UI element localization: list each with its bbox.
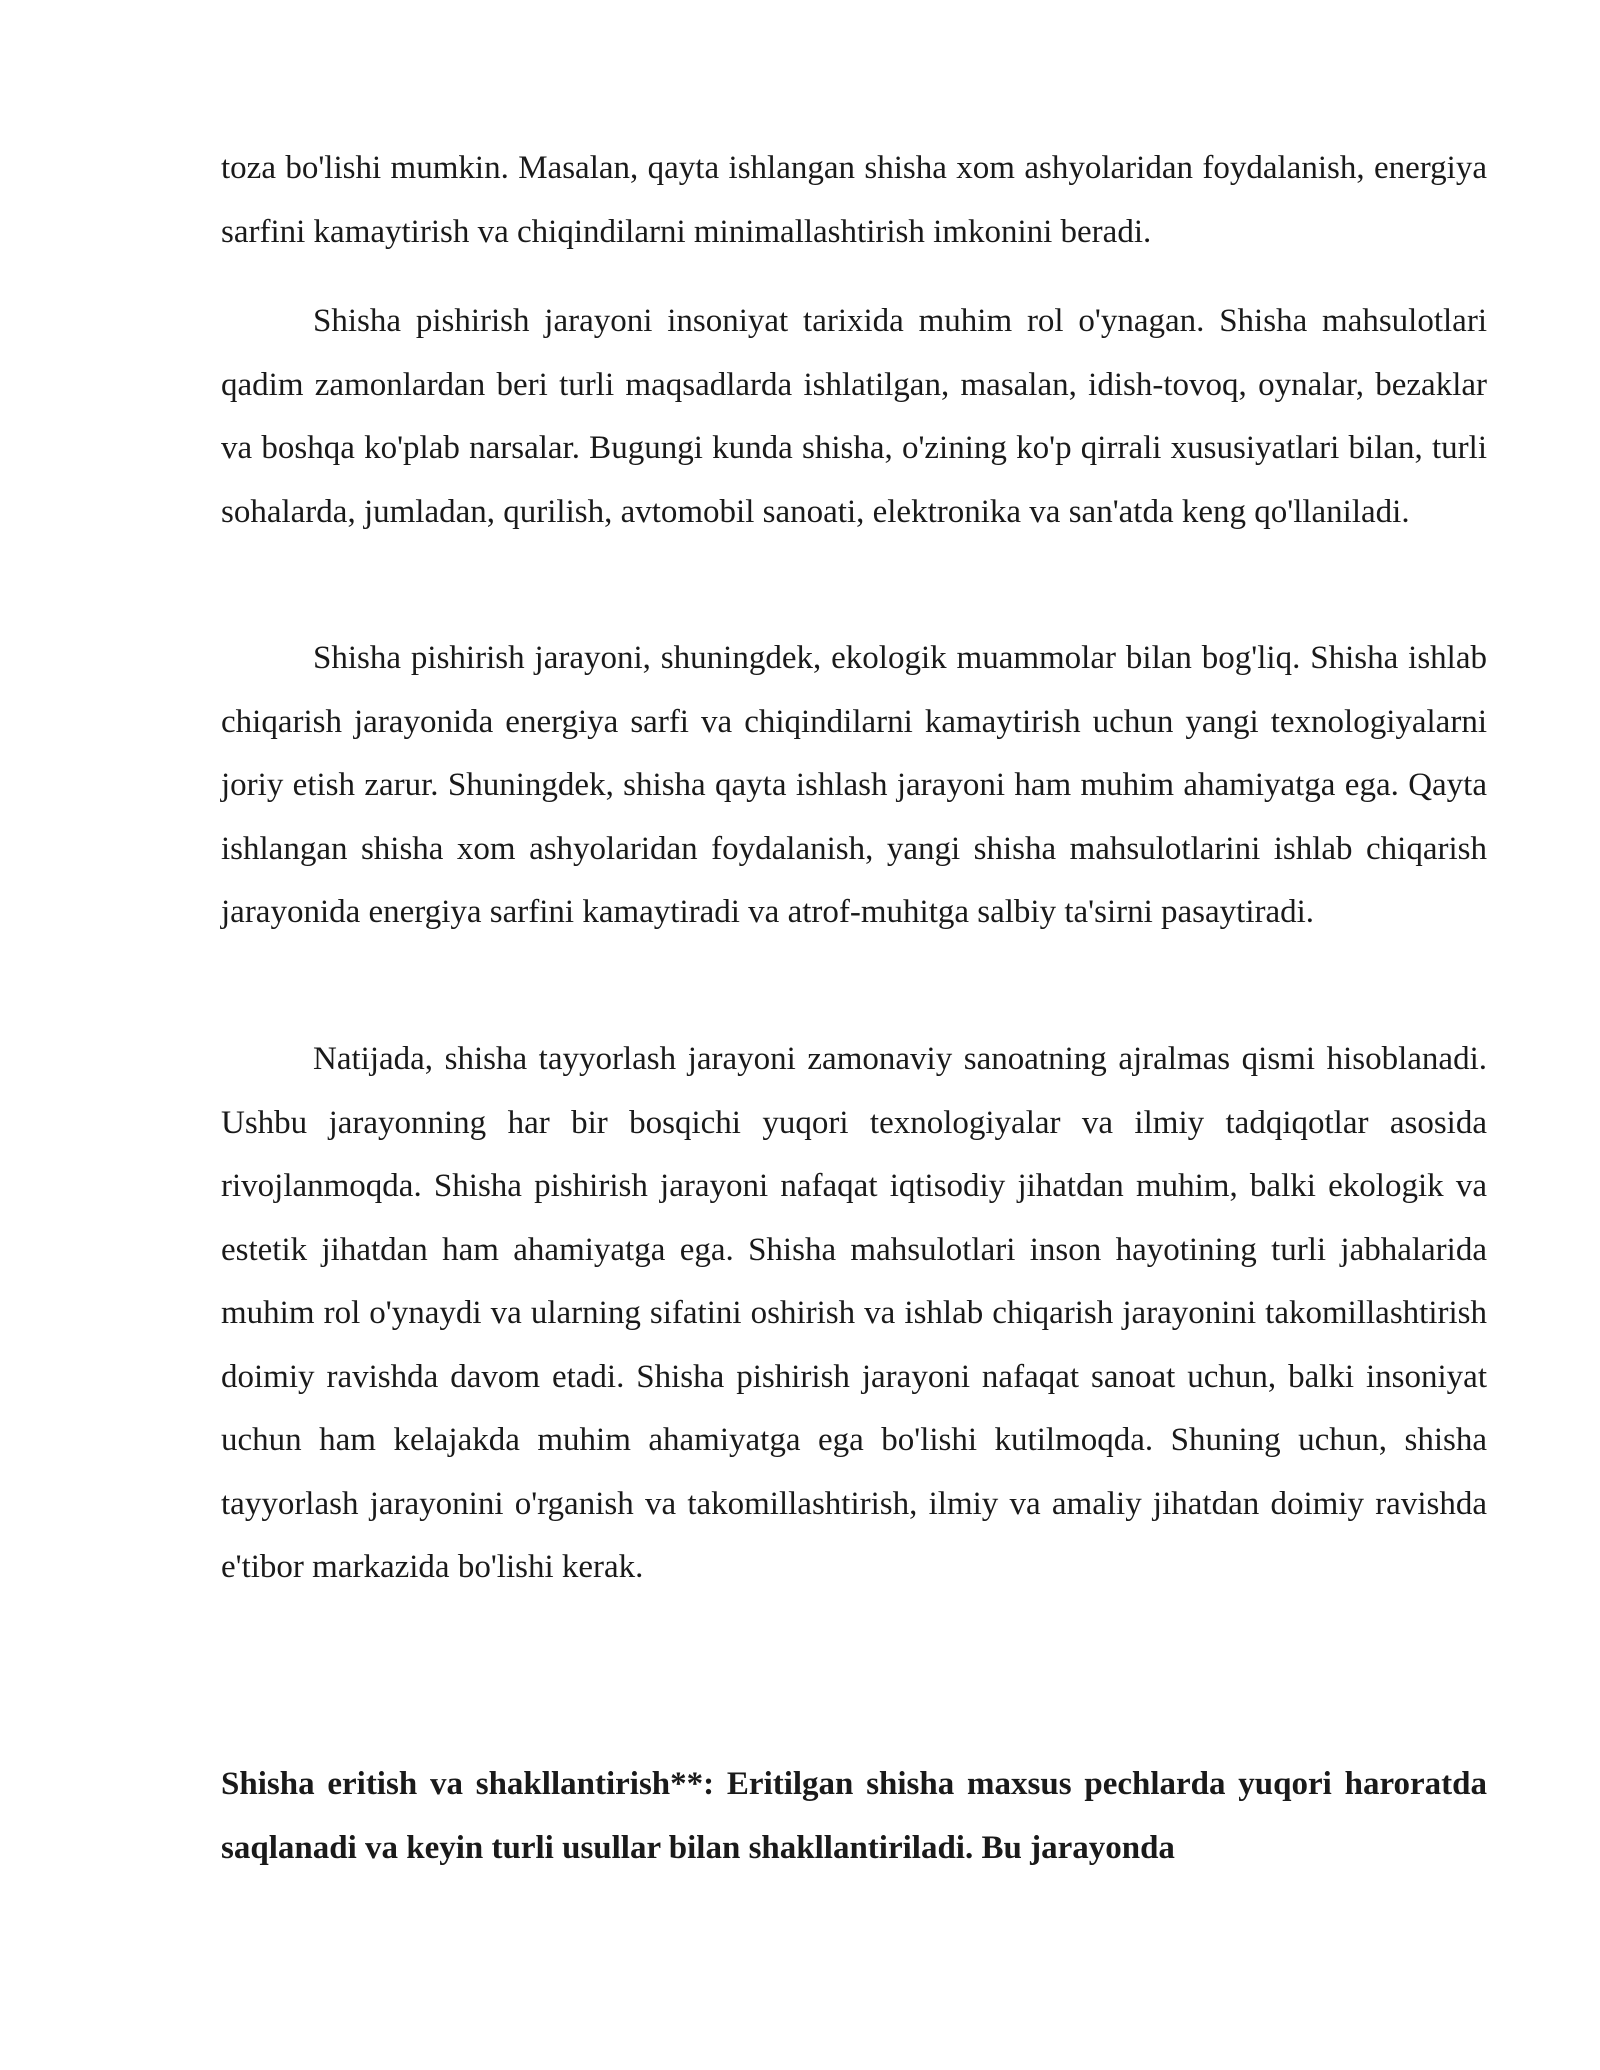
paragraph-conclusion — [221, 1028, 1487, 1600]
paragraph-text: Shisha pishirish jarayoni insoniyat tarixida muhim rol o'ynagan. Shisha mahsulotlari qadim zamonlardan beri turli maqsadlarda ishlatilgan, masalan, idish-tovoq, oynalar, bezaklar va boshqa ko'plab narsalar. Bugungi kunda shisha, o'zining ko'p qirrali xususiyatlari bilan, turli sohalarda, jumladan, qurilish, avtomobil sanoati, elektronika va san'atda keng qo'llaniladi. — [221, 303, 1487, 530]
paragraph-history — [221, 290, 1487, 544]
paragraph-continued — [221, 137, 1487, 264]
bold-heading-paragraph — [221, 1753, 1487, 1880]
paragraph-text: Shisha pishirish jarayoni, shuningdek, ekologik muammolar bilan bog'liq. Shisha ishlab chiqarish jarayonida energiya sarfi va chiqindilarni kamaytirish uchun yangi texnologiyalarni joriy etish zarur. Shuningdek, shisha qayta ishlash jarayoni ham muhim ahamiyatga ega. Qayta ishlangan shisha xom ashyolaridan foydalanish, yangi shisha mahsulotlarini ishlab chiqarish jarayonida energiya sarfini kamaytiradi va atrof-muhitga salbiy ta'sirni pasaytiradi. — [221, 640, 1487, 930]
paragraph-text: Shisha eritish va shakllantirish**: Eritilgan shisha maxsus pechlarda yuqori haroratda saqlanadi va keyin turli usullar bilan shakllantiriladi. Bu jarayonda — [221, 1766, 1487, 1866]
paragraph-ecology — [221, 627, 1487, 945]
paragraph-text: toza bo'lishi mumkin. Masalan, qayta ishlangan shisha xom ashyolaridan foydalanish, energiya sarfini kamaytirish va chiqindilarni minimallashtirish imkonini beradi. — [221, 150, 1487, 250]
paragraph-text: Natijada, shisha tayyorlash jarayoni zamonaviy sanoatning ajralmas qismi hisoblanadi. Ushbu jarayonning har bir bosqichi yuqori texnologiyalar va ilmiy tadqiqotlar asosida rivojlanmoqda. Shisha pishirish jarayoni nafaqat iqtisodiy jihatdan muhim, balki ekologik va estetik jihatdan ham ahamiyatga ega. Shisha mahsulotlari inson hayotining turli jabhalarida muhim rol o'ynaydi va ularning sifatini oshirish va ishlab chiqarish jarayonini takomillashtirish doimiy ravishda davom etadi. Shisha pishirish jarayoni nafaqat sanoat uchun, balki insoniyat uchun ham kelajakda muhim ahamiyatga ega bo'lishi kutilmoqda. Shuning uchun, shisha tayyorlash jarayonini o'rganish va takomillashtirish, ilmiy va amaliy jihatdan doimiy ravishda e'tibor markazida bo'lishi kerak. — [221, 1041, 1487, 1585]
